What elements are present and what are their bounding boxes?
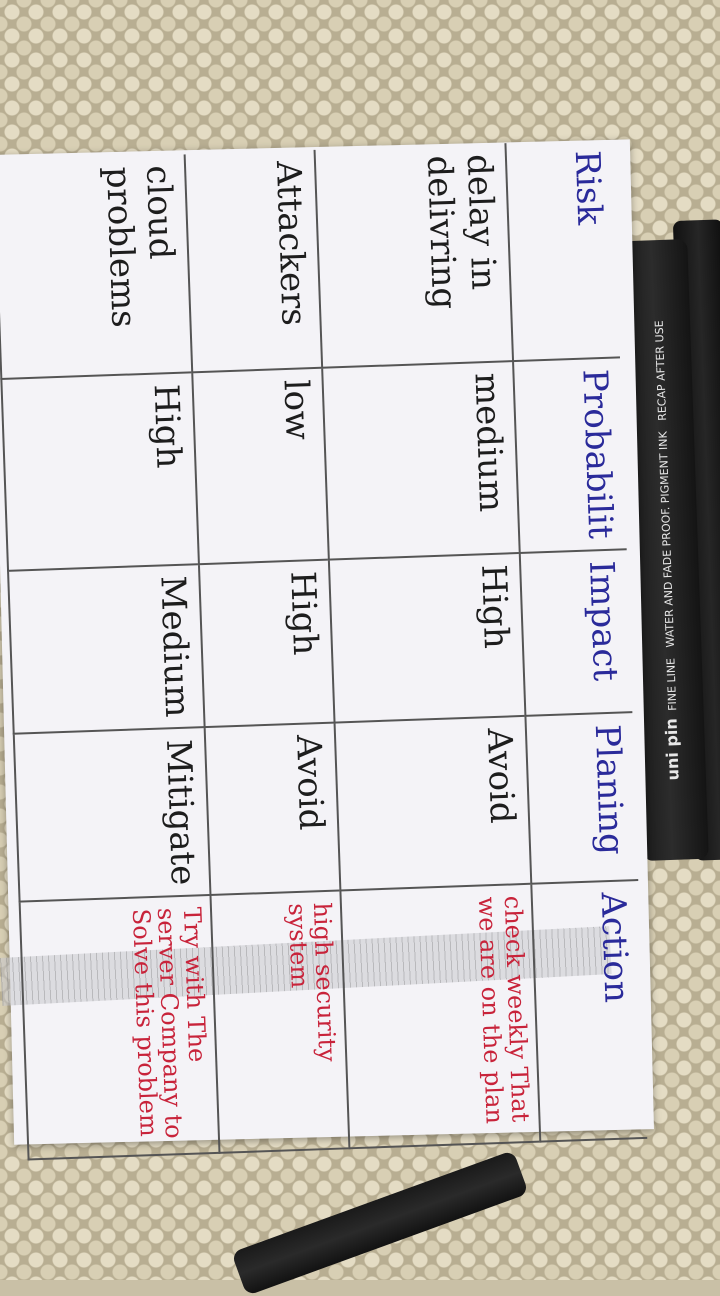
cell-probability: medium — [322, 361, 519, 559]
pen-ink-label: WATER AND FADE PROOF. PIGMENT INK — [656, 430, 677, 648]
pen-brand: uni pin — [661, 717, 683, 781]
cell-action: high security system — [210, 891, 349, 1153]
cell-probability: High — [1, 372, 198, 570]
cell-risk: cloud problems — [0, 154, 192, 378]
pen-line: FINE LINE — [664, 657, 680, 711]
pen-label — [647, 320, 682, 781]
table-row — [0, 154, 219, 1159]
risk-grid — [0, 139, 647, 1160]
header-planning: Planing — [525, 712, 638, 884]
cell-planning: Avoid — [335, 716, 531, 891]
header-impact: Impact — [519, 549, 632, 716]
pen-cap-note: RECAP AFTER USE — [652, 319, 669, 421]
cell-action: Try with The server Company to Solve this problem — [20, 895, 219, 1159]
risk-table — [0, 139, 647, 1160]
header-probability: Probabilit — [513, 357, 627, 552]
cell-risk: Attackers — [184, 150, 322, 372]
cell-risk: delay in delivring — [315, 143, 513, 367]
header-action: Action — [531, 880, 647, 1141]
cell-impact: High — [329, 553, 525, 723]
cell-probability: low — [192, 368, 329, 564]
header-risk: Risk — [505, 139, 620, 361]
cell-planning: Mitigate — [14, 727, 210, 902]
cell-action: check weekly That we are on the plan — [340, 884, 539, 1148]
cell-impact: Medium — [8, 564, 204, 734]
cell-impact: High — [198, 559, 334, 727]
table-row — [315, 143, 540, 1148]
cell-planning: Avoid — [204, 723, 340, 895]
